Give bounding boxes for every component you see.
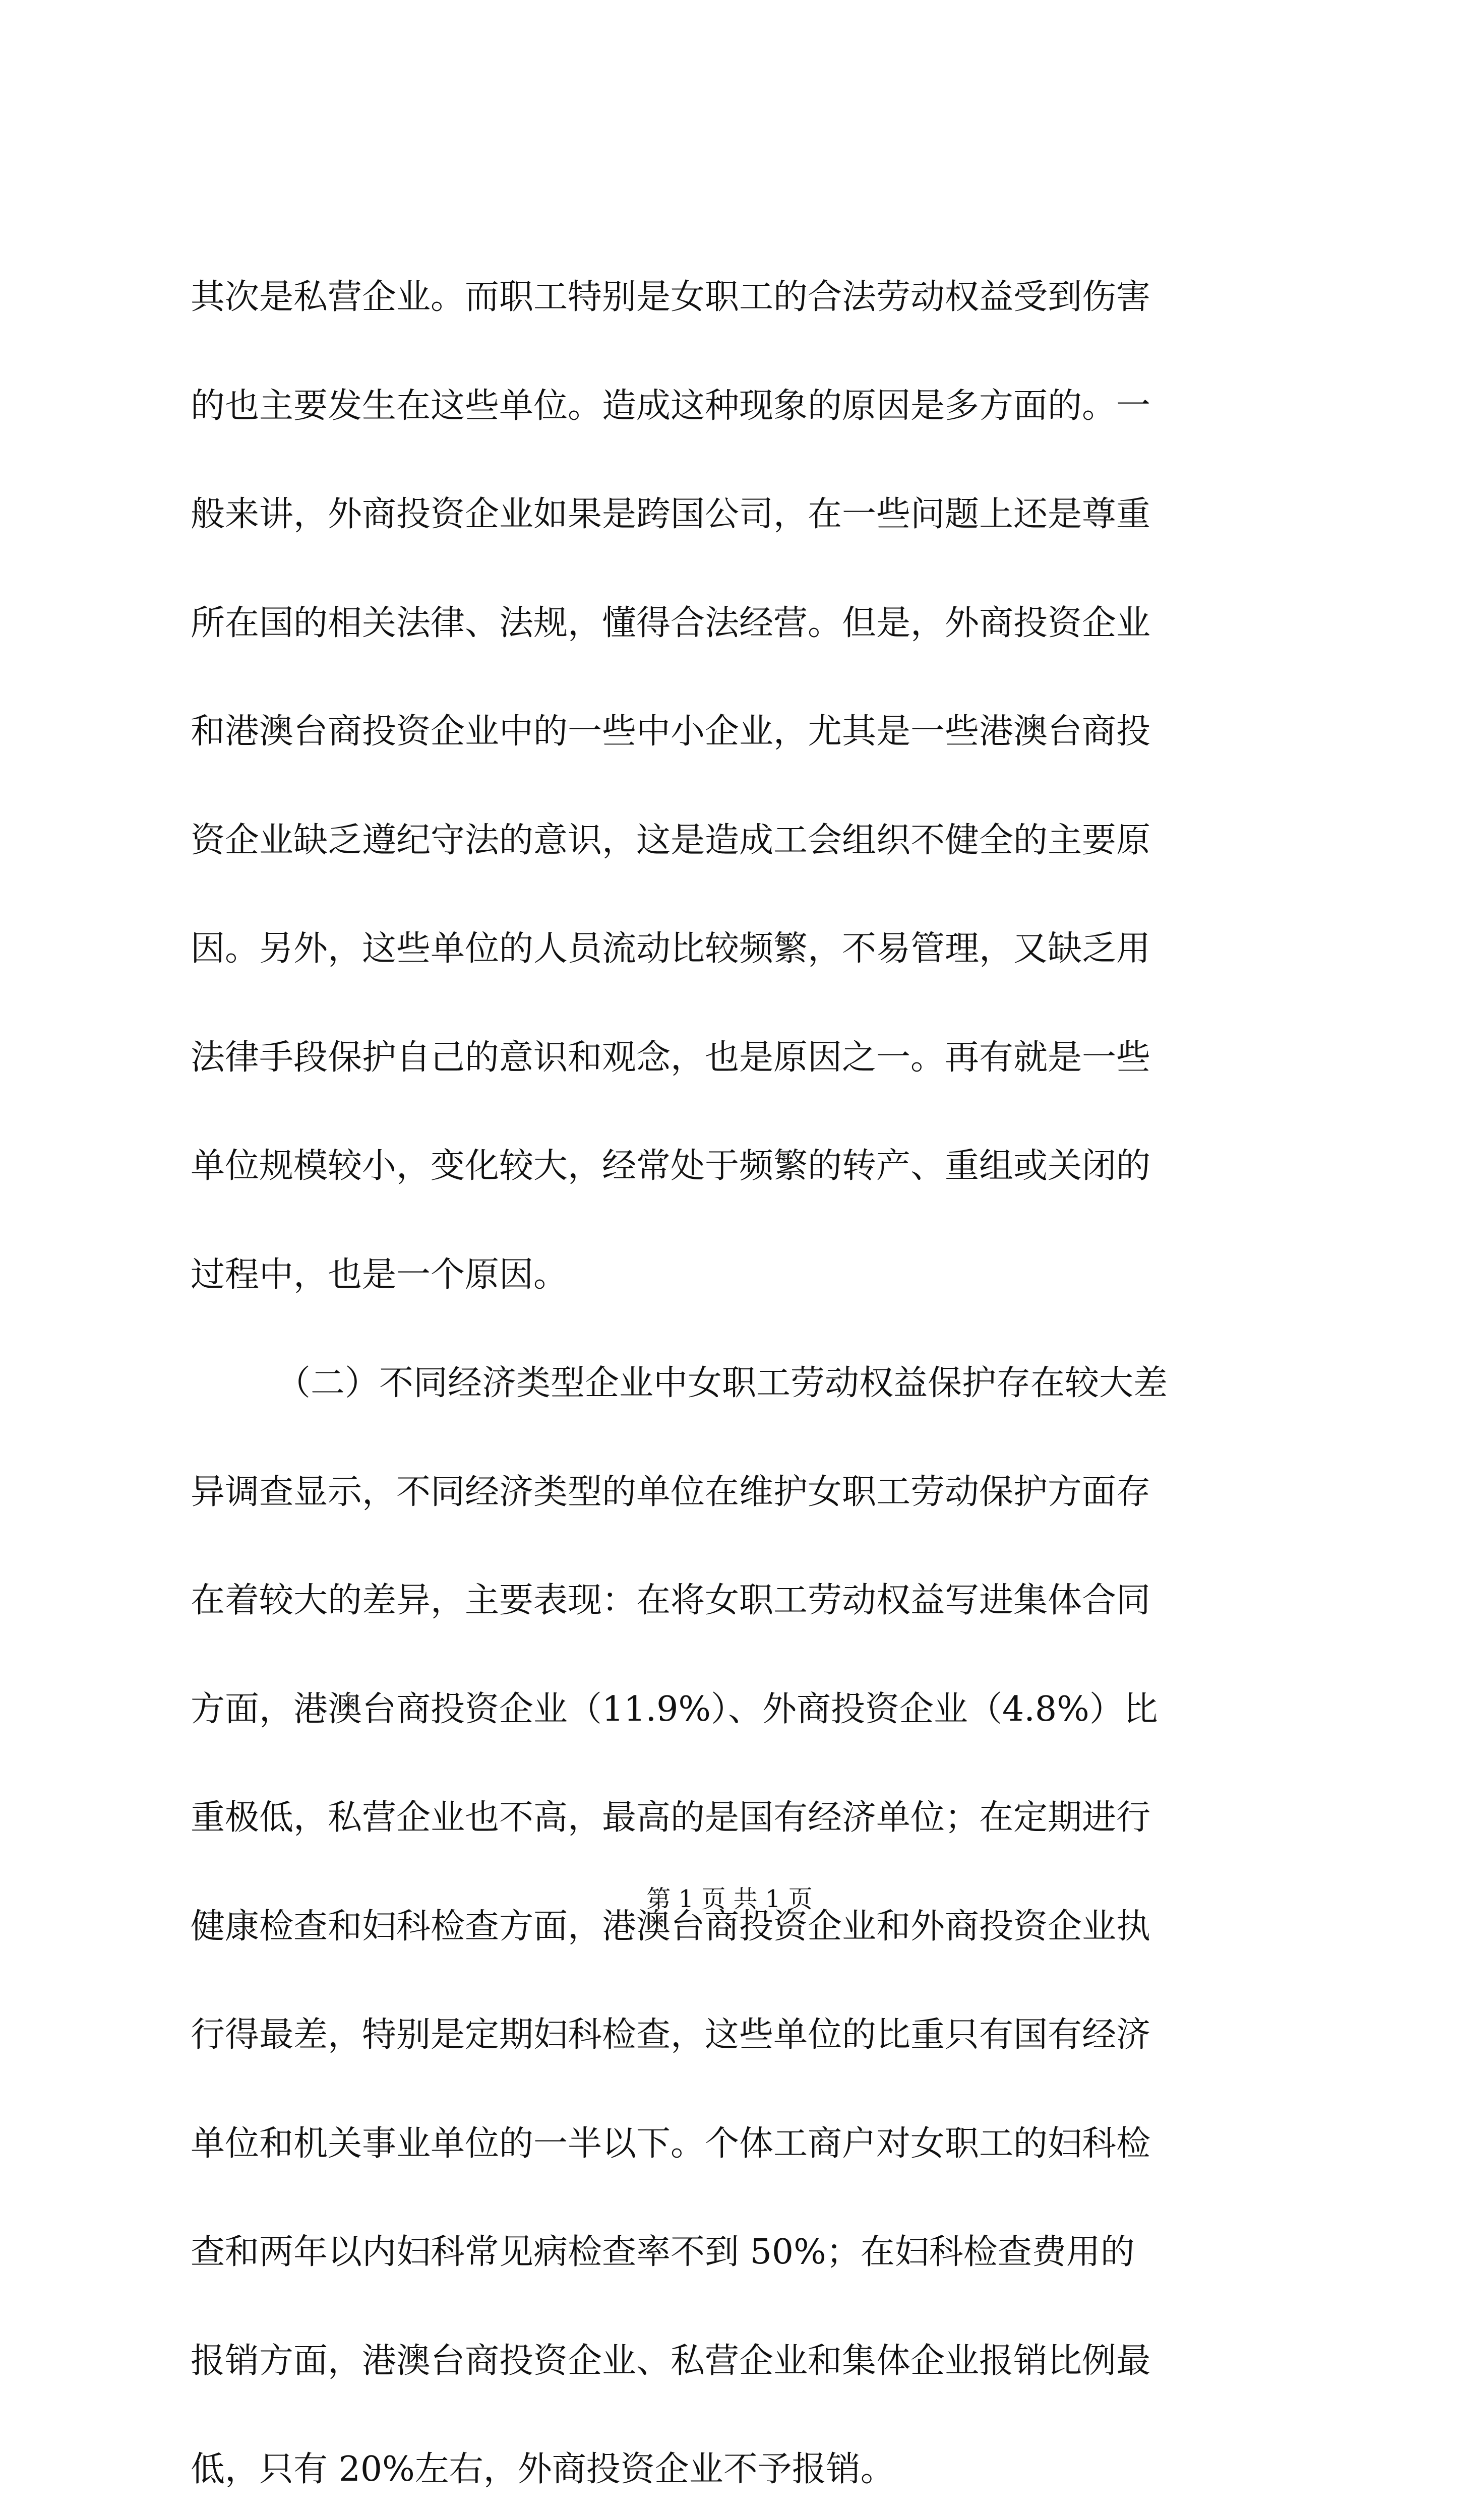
section-heading-line: （二）不同经济类型企业中女职工劳动权益保护存在较大差: [276, 1363, 1168, 1403]
paragraph-line: 行得最差，特别是定期妇科检查，这些单位的比重只有国有经济: [191, 2015, 1151, 2055]
paragraph-line: 报销方面，港澳台商投资企业、私营企业和集体企业报销比例最: [191, 2341, 1151, 2381]
page-footer: 第 1 页 共 1 页: [646, 1885, 813, 1913]
body-text: [191, 243, 1269, 2520]
paragraph-line: 方面，港澳台商投资企业（11.9%）、外商投资企业（4.8%）比: [191, 1689, 1158, 1729]
paragraph-line: 在着较大的差异，主要表现：在将女职工劳动权益写进集体合同: [191, 1581, 1151, 1620]
paragraph-line: 其次是私营企业。而职工特别是女职工的合法劳动权益受到伤害: [191, 277, 1151, 317]
paragraph-line: 单位规模较小，变化较大，经常处于频繁的转产、重组或关闭的: [191, 1146, 1151, 1186]
paragraph-line: 法律手段保护自己的意识和观念，也是原因之一。再有就是一些: [191, 1037, 1151, 1078]
paragraph-line: 因。另外，这些单位的人员流动比较频繁，不易管理，又缺乏用: [191, 929, 1151, 969]
paragraph-line: 重极低，私营企业也不高，最高的是国有经济单位；在定期进行: [191, 1798, 1151, 1838]
paragraph-line: 过程中，也是一个原因。: [191, 1254, 568, 1295]
paragraph-line: 资企业缺乏遵纪守法的意识，这是造成工会组织不健全的主要原: [191, 820, 1151, 860]
paragraph-line: 所在国的相关法律、法规，懂得合法经营。但是，外商投资企业: [191, 603, 1151, 643]
paragraph-line: 异调查显示，不同经济类型的单位在维护女职工劳动保护方面存: [191, 1472, 1151, 1512]
paragraph-line: 查和两年以内妇科常见病检查率不到 50%；在妇科检查费用的: [191, 2232, 1135, 2272]
paragraph-line: 的也主要发生在这些单位。造成这种现象的原因是多方面的。一: [191, 386, 1151, 426]
paragraph-line: 低，只有 20%左右，外商投资企业不予报销。: [191, 2449, 895, 2489]
paragraph-line: 般来讲，外商投资企业如果是跨国公司，在一些问题上还是尊重: [191, 494, 1151, 534]
paragraph-line: 健康检查和妇科检查方面，港澳台商投资企业和外商投资企业执: [191, 1906, 1151, 1946]
paragraph-line: 单位和机关事业单位的一半以下。个体工商户对女职工的妇科检: [191, 2123, 1151, 2164]
paragraph-line: 和港澳台商投资企业中的一些中小企业，尤其是一些港澳台商投: [191, 712, 1151, 751]
